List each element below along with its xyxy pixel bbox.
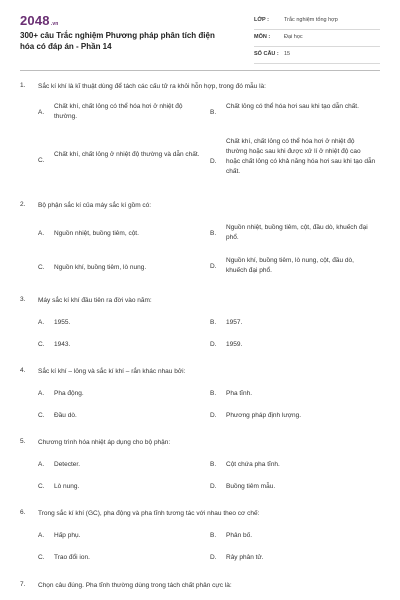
question-number: 6. xyxy=(20,509,26,516)
meta-row-class xyxy=(254,13,380,30)
option-text: Chất khí, chất lỏng có thể hóa hơi ở nhiệt độ thường. xyxy=(54,103,183,120)
option-letter: C. xyxy=(38,483,45,490)
option-letter: C. xyxy=(38,264,45,271)
question-number: 2. xyxy=(20,201,26,208)
option-letter: A. xyxy=(38,319,45,326)
option-letter: D. xyxy=(210,412,217,419)
header-divider xyxy=(20,70,380,71)
option-text: Cột chứa pha tĩnh. xyxy=(226,461,280,468)
option-text: 1957. xyxy=(226,319,243,326)
option-letter: C. xyxy=(38,412,45,419)
question-text: Trong sắc kí khí (GC), pha động và pha tĩnh tương tác với nhau theo cơ chế: xyxy=(38,510,260,517)
option-letter: C. xyxy=(38,157,45,164)
option-letter: A. xyxy=(38,230,45,237)
option-text: Hấp phụ. xyxy=(54,532,81,539)
option-letter: A. xyxy=(38,390,45,397)
option-letter: B. xyxy=(210,532,217,539)
option-letter: B. xyxy=(210,319,217,326)
option-letter: A. xyxy=(38,461,45,468)
question-text: Chương trình hóa nhiệt áp dụng cho bộ phận: xyxy=(38,439,171,446)
option-text: Detecter. xyxy=(54,461,81,468)
question-number: 4. xyxy=(20,367,26,374)
site-logo[interactable] xyxy=(20,13,59,28)
option-text: Chất khí, chất lỏng ở nhiệt độ thường và dẫn chất. xyxy=(54,151,200,158)
option-letter: D. xyxy=(210,158,217,165)
option-text: Rây phân tử. xyxy=(226,554,264,561)
question-text: Sắc kí khí – lỏng và sắc kí khí – rắn khác nhau bởi: xyxy=(38,368,186,375)
option-text: Chất lỏng có thể hóa hơi sau khi tạo dẫn chất. xyxy=(226,103,359,110)
document-header xyxy=(0,0,400,62)
option-letter: C. xyxy=(38,554,45,561)
option-text: Nguồn nhiệt, buồng tiêm, cột. xyxy=(54,230,139,237)
option-text: Nguồn khí, buồng tiêm, lò nung, cột, đầu dò, khuếch đại phổ. xyxy=(226,257,354,274)
document-title: 300+ câu Trắc nghiệm Phương pháp phân tích điện hóa có đáp án - Phần 14 xyxy=(20,31,215,51)
meta-label: LỚP : xyxy=(254,17,269,23)
option-letter: A. xyxy=(38,532,45,539)
option-letter: D. xyxy=(210,263,217,270)
option-letter: A. xyxy=(38,109,45,116)
option-text: Phân bố. xyxy=(226,532,253,539)
option-letter: D. xyxy=(210,341,217,348)
question-number: 3. xyxy=(20,296,26,303)
option-text: Đầu dò. xyxy=(54,412,77,419)
option-letter: B. xyxy=(210,461,217,468)
meta-value: Trắc nghiệm tổng hợp xyxy=(284,17,338,23)
logo-main: 2048 xyxy=(20,13,50,28)
question-text: Chọn câu đúng. Pha tĩnh thường dùng trong tách chất phân cực là: xyxy=(38,582,232,589)
question-number: 5. xyxy=(20,438,26,445)
meta-label: SỐ CÂU : xyxy=(254,51,279,57)
option-text: Chất khí, chất lỏng có thể hóa hơi ở nhiệt độ thường hoặc sau khi được xử lí ở nhiệt độ cao hoặc chất lỏng có khả năng hóa hơi sau khi tạo dẫn chất. xyxy=(226,138,376,175)
question-text: Bộ phận sắc kí của máy sắc kí gồm có: xyxy=(38,202,152,209)
option-letter: B. xyxy=(210,230,217,237)
option-text: Buồng tiêm mẫu. xyxy=(226,483,276,490)
option-text: 1955. xyxy=(54,319,71,326)
meta-table xyxy=(254,13,380,64)
meta-value: 15 xyxy=(284,51,291,57)
option-letter: C. xyxy=(38,341,45,348)
option-text: Nguồn khí, buồng tiêm, lò nung. xyxy=(54,264,147,271)
logo-suffix: .vn xyxy=(50,21,59,27)
question-text: Sắc kí khí là kĩ thuật dùng để tách các cấu tử ra khỏi hỗn hợp, trong đó mẫu là: xyxy=(38,83,266,90)
meta-row-count xyxy=(254,47,380,64)
meta-row-subject xyxy=(254,30,380,47)
option-letter: D. xyxy=(210,483,217,490)
option-letter: B. xyxy=(210,390,217,397)
option-letter: D. xyxy=(210,554,217,561)
option-text: 1943. xyxy=(54,341,71,348)
option-letter: B. xyxy=(210,109,217,116)
option-text: Nguồn nhiệt, buồng tiêm, cột, đầu dò, khuếch đại phổ. xyxy=(226,224,368,241)
option-text: Pha tĩnh. xyxy=(226,390,253,397)
question-text: Máy sắc kí khí đầu tiên ra đời vào năm: xyxy=(38,297,152,304)
question-number: 1. xyxy=(20,82,26,89)
question-number: 7. xyxy=(20,581,26,588)
option-text: 1959. xyxy=(226,341,243,348)
meta-value: Đại học xyxy=(284,34,303,40)
option-text: Pha động. xyxy=(54,390,84,397)
option-text: Lò nung. xyxy=(54,483,80,490)
option-text: Trao đổi ion. xyxy=(54,554,90,561)
option-text: Phương pháp định lượng. xyxy=(226,412,302,419)
meta-label: MÔN : xyxy=(254,34,271,40)
